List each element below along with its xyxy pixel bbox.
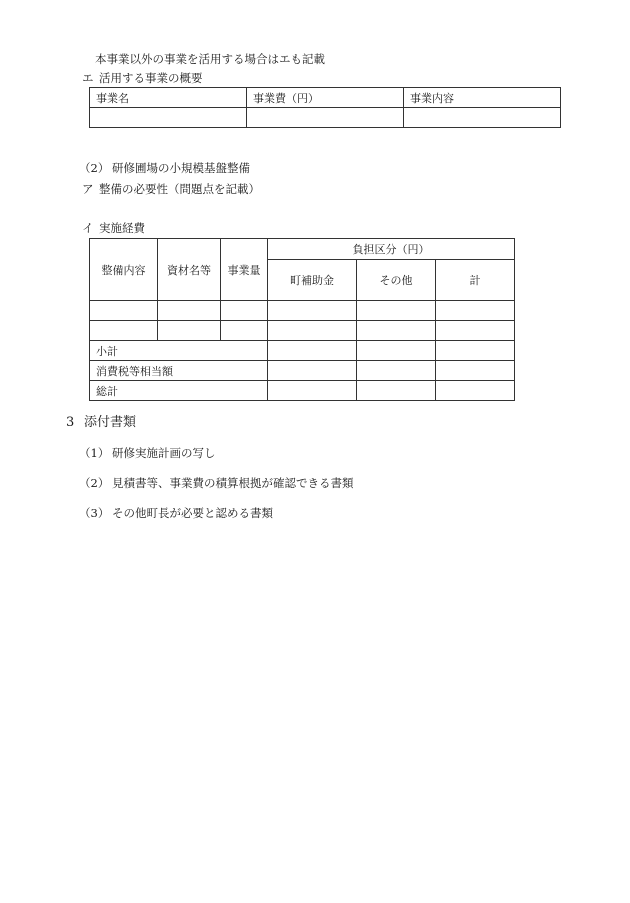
- cell-empty: [357, 361, 436, 381]
- table-row: [90, 301, 515, 321]
- cell-empty: [158, 321, 221, 341]
- cell-empty: [158, 301, 221, 321]
- cell-empty: [90, 108, 247, 128]
- section-2-number: （2）: [79, 161, 110, 175]
- cell-empty: [436, 361, 515, 381]
- subtotal-row: [90, 341, 515, 361]
- cell-empty: [357, 321, 436, 341]
- section-e-label: エ: [82, 71, 94, 85]
- cell-empty: [357, 341, 436, 361]
- note-text: 本事業以外の事業を活用する場合はエも記載: [95, 52, 325, 66]
- header-project-name: 事業名: [90, 88, 247, 108]
- attachment-3-number: （3）: [79, 506, 110, 520]
- cell-empty: [90, 301, 158, 321]
- cell-empty: [436, 381, 515, 401]
- subsection-a-label: ア: [82, 182, 94, 196]
- subsection-i-label: イ: [82, 221, 94, 235]
- cell-empty: [357, 381, 436, 401]
- cell-empty: [247, 108, 404, 128]
- header-town-subsidy: 町補助金: [268, 260, 357, 301]
- project-summary-table: [89, 87, 561, 128]
- row-label-grand-total: 総計: [90, 381, 268, 401]
- header-project-content: 事業内容: [404, 88, 561, 108]
- header-total: 計: [436, 260, 515, 301]
- cell-empty: [221, 321, 268, 341]
- cell-empty: [268, 301, 357, 321]
- cell-empty: [436, 321, 515, 341]
- cell-empty: [357, 301, 436, 321]
- header-quantity: 事業量: [221, 239, 268, 301]
- cell-empty: [268, 361, 357, 381]
- section-e-title: 活用する事業の概要: [99, 71, 203, 85]
- subsection-i-title: 実施経費: [99, 221, 145, 235]
- cell-empty: [90, 321, 158, 341]
- cell-empty: [436, 341, 515, 361]
- header-material: 資材名等: [158, 239, 221, 301]
- section-2-title: 研修圃場の小規模基盤整備: [112, 161, 250, 175]
- row-label-subtotal: 小計: [90, 341, 268, 361]
- attachment-2-text: 見積書等、事業費の積算根拠が確認できる書類: [112, 476, 354, 490]
- cell-empty: [221, 301, 268, 321]
- attachment-3-text: その他町長が必要と認める書類: [112, 506, 273, 520]
- row-label-tax: 消費税等相当額: [90, 361, 268, 381]
- expense-table: [89, 238, 515, 401]
- attachment-1-number: （1）: [79, 446, 110, 460]
- attachment-1-text: 研修実施計画の写し: [112, 446, 216, 460]
- section-3-title: 添付書類: [84, 415, 137, 430]
- cell-empty: [436, 301, 515, 321]
- tax-row: [90, 361, 515, 381]
- attachment-2-number: （2）: [79, 476, 110, 490]
- header-item: 整備内容: [90, 239, 158, 301]
- header-other: その他: [357, 260, 436, 301]
- grand-total-row: [90, 381, 515, 401]
- subsection-a-title: 整備の必要性（問題点を記載）: [99, 182, 260, 196]
- cell-empty: [268, 381, 357, 401]
- cell-empty: [268, 321, 357, 341]
- header-project-cost: 事業費（円）: [247, 88, 404, 108]
- header-burden: 負担区分（円）: [268, 239, 515, 260]
- table-row: [90, 321, 515, 341]
- cell-empty: [268, 341, 357, 361]
- cell-empty: [404, 108, 561, 128]
- section-3-number: 3: [66, 415, 75, 430]
